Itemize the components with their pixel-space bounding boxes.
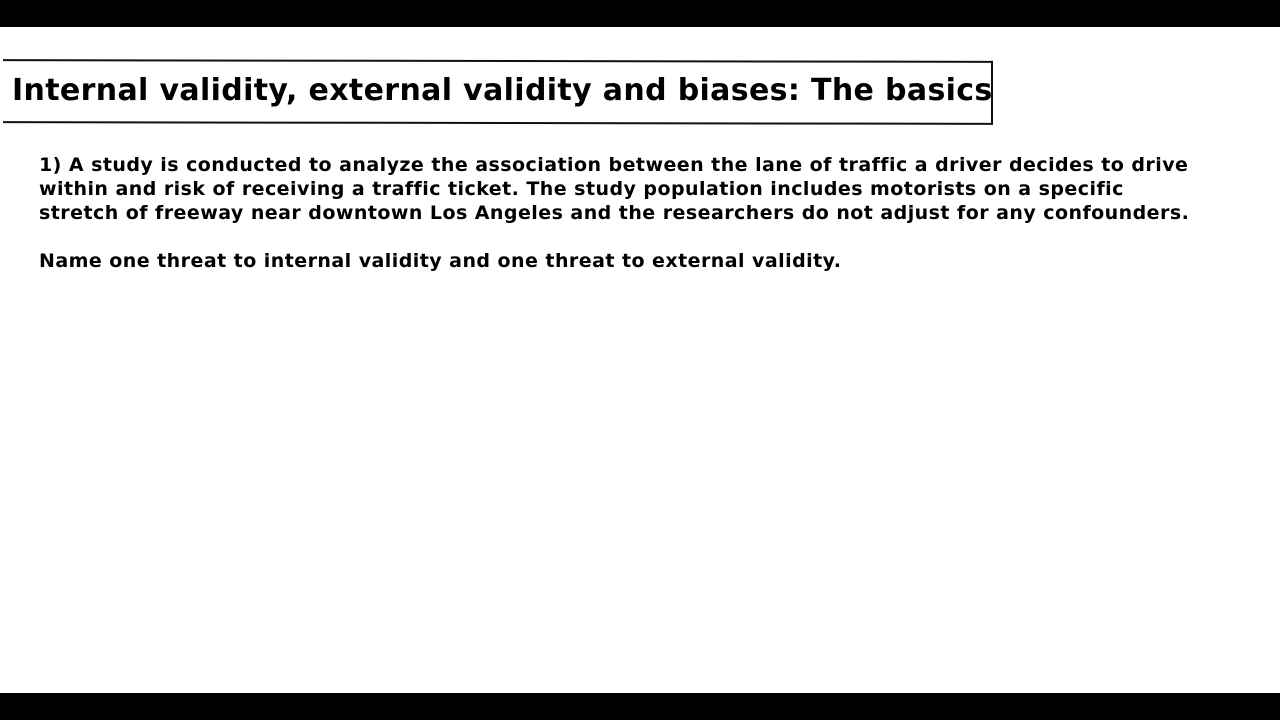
question-line: stretch of freeway near downtown Los Angeles and the researchers do not adjust for any confounders. xyxy=(39,202,1190,224)
question-prompt: Name one threat to internal validity and one threat to external validity. xyxy=(39,250,842,272)
slide-canvas xyxy=(0,27,1280,693)
question-line: 1) A study is conducted to analyze the association between the lane of traffic a driver decides to drive xyxy=(39,154,1189,176)
question-text xyxy=(39,153,1239,225)
slide-title: Internal validity, external validity and biases: The basics xyxy=(12,73,993,108)
question-line: within and risk of receiving a traffic ticket. The study population includes motorists on a specific xyxy=(39,178,1124,200)
